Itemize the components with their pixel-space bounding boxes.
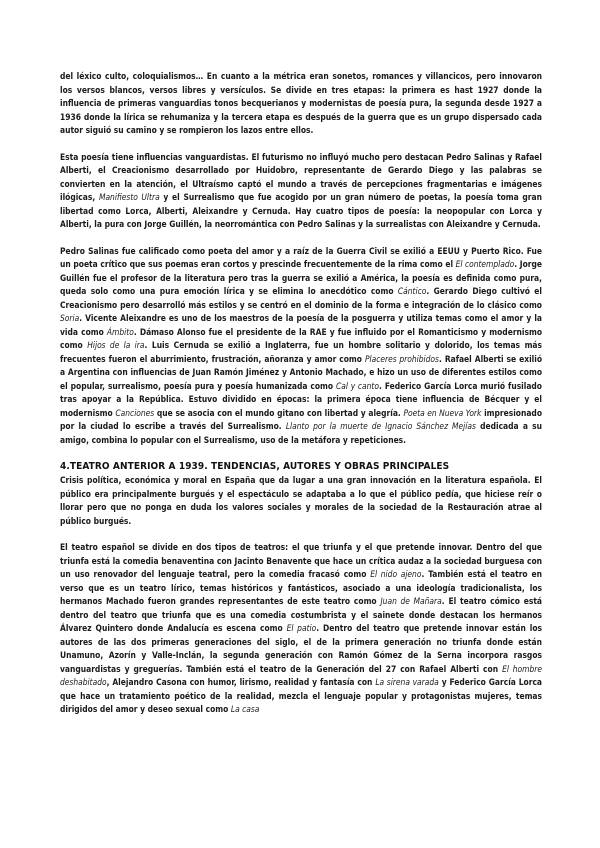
paragraph-theatre-context: Crisis política, económica y moral en España que da lugar a una gran innovación en la literatura española. El público era principalmente burgués y el espectáculo se adaptaba a lo que el público pedía, que hiciese reír o llorar pero que no ponga en duda los valores sociales y morales de la sociedad de la Restauración atrae al público burgués. — [60, 475, 542, 526]
paragraph-theatre-types: El teatro español se divide en dos tipos de teatros: el que triunfa y el que pretende innovar. Dentro del que triunfa está la comedia benaventina con Jacinto Benavente que hace un crítica audaz a la sociedad burguesa con un uso renovador del lenguaje teatral, pero la comedia fracasó como El nido ajeno. También está el teatro en verso que es un teatro lírico, temas históricos y fantásticos, asociado a una ideología tradicionalista, los hermanos Machado fueron grandes representantes de este teatro como Juan de Mañara. El teatro cómico está dentro del teatro que triunfa que es una comedia costumbrista y el sainete donde destacan los hermanos Álvarez Quintero donde Andalucía es escena como El patio. Dentro del teatro que pretende innovar están los autores de las dos primeras generaciones del siglo, el de la primera generación no triunfa donde están Unamuno, Azorín y Valle-Inclán, la segunda generación con Ramón Gómez de la Serna incorpora rasgos vanguardistas y greguerías. También está el teatro de la Generación del 27 con Rafael Alberti con El hombre deshabitado, Alejandro Casona con humor, lirismo, realidad y fantasía con La sirena varada y Federico García Lorca que hace un tratamiento poético de la realidad, mezcla el lenguaje popular y protagonistas mujeres, temas dirigidos del amor y deseo sexual como La casa — [60, 542, 543, 714]
work-title: Canciones — [115, 407, 155, 418]
document-page — [60, 70, 542, 717]
work-title: Llanto por la muerte de Ignacio Sánchez Mejías — [285, 421, 476, 431]
paragraph-vanguard-influences: Esta poesía tiene influencias vanguardistas. El futurismo no influyó mucho pero destacan Pedro Salinas y Rafael Alberti, el Creacionismo desarrollado por Huidobro, representante de Gerardo Diego y las palabras se convierten en la atención, el Ultraísmo captó el mundo a través de percepciones fragmentarias e imágenes ilógicas, Manifiesto Ultra y el Surrealismo que fue acogido por un gran número de poetas, la poesía toma gran libertad como Lorca, Alberti, Aleixandre y Cernuda. Hay cuatro tipos de poesía: la neopopular con Lorca y Alberti, la pura con Jorge Guillén, la neorromántica con Pedro Salinas y la surrealistas con Aleixandre y Cernuda. — [60, 151, 542, 229]
work-title: Poeta en Nueva York — [403, 407, 482, 418]
work-title: Soria — [60, 313, 80, 323]
section-heading: 4.TEATRO ANTERIOR A 1939. TENDENCIAS, AUTORES Y OBRAS PRINCIPALES — [60, 461, 450, 472]
work-title: El nido ajeno — [370, 569, 422, 579]
work-title: El contemplado — [455, 259, 515, 269]
work-title: El hombre deshabitado — [60, 663, 542, 687]
work-title: La casa — [230, 704, 260, 714]
work-title: Juan de Mañara — [380, 596, 442, 606]
work-title: Cal y canto — [336, 380, 379, 391]
paragraph-poets: Pedro Salinas fue calificado como poeta del amor y a raíz de la Guerra Civil se exilió a EEUU y Puerto Rico. Fue un poeta crítico que sus poemas eran cortos y prescinde frecuentemente de la rima como el El contemplado. Jorge Guillén fue el profesor de la literatura pero tras la guerra se exilió a América, la poesía es definida como pura, queda solo como una pura emoción lírica y se elimina lo anecdótico como Cántico. Gerardo Diego cultivó el Creacionismo pero desarrolló más estilos y se centró en el dominio de la forma e integración de lo clásico como Soria. Vicente Aleixandre es uno de los maestros de la poesía de la posguerra y utiliza temas como el amor y la vida como Ámbito. Dámaso Alonso fue el presidente de la RAE y fue influido por el Romanticismo y modernismo como Hijos de la ira. Luis Cernuda se exilió a Inglaterra, fue un hombre solitario y dolorido, los temas más frecuentes fueron el aburrimiento, frustración, añoranza y amor como Placeres prohibidos. Rafael Alberti se exilió a Argentina con influencias de Juan Ramón Jiménez y Antonio Machado, e hizo un uso de diferentes estilos como el popular, surrealismo, poesía pura y poesía humanizada como Cal y canto. Federico García Lorca murió fusilado tras apoyar a la República. Estuvo dividido en épocas: la primera época tiene influencia de Bécquer y el modernismo Canciones que se asocia con el mundo gitano con libertad y alegría. Poeta en Nueva York impresionado por la ciudad lo escribe a través del Surrealismo. Llanto por la muerte de Ignacio Sánchez Mejías dedicada a su amigo, combina lo popular con el Surrealismo, uso de la metáfora y repeticiones. — [60, 245, 543, 445]
work-title: Ámbito — [106, 326, 134, 337]
paragraph-vanguard-intro: del léxico culto, coloquialismos… En cuanto a la métrica eran sonetos, romances y villancicos, pero innovaron los versos blancos, versos libres y versículos. Se divide en tres etapas: la primera es hast 1927 donde la influencia de primeras vanguardias tonos becquerianos y modernistas de poesía pura, la segunda desde 1927 a 1936 donde la lírica se rehumaniza y la tercera etapa es después de la guerra que es un grupo dispersado cada autor siguió su camino y se rompieron los lazos entre ellos. — [60, 71, 542, 135]
work-title: Manifiesto Ultra — [98, 192, 160, 202]
work-title: Cántico — [397, 286, 427, 296]
work-title: Hijos de la ira — [87, 340, 145, 350]
work-title: Placeres prohibidos — [364, 353, 439, 364]
work-title: La sirena varada — [375, 677, 439, 687]
work-title: El patio — [286, 623, 317, 633]
